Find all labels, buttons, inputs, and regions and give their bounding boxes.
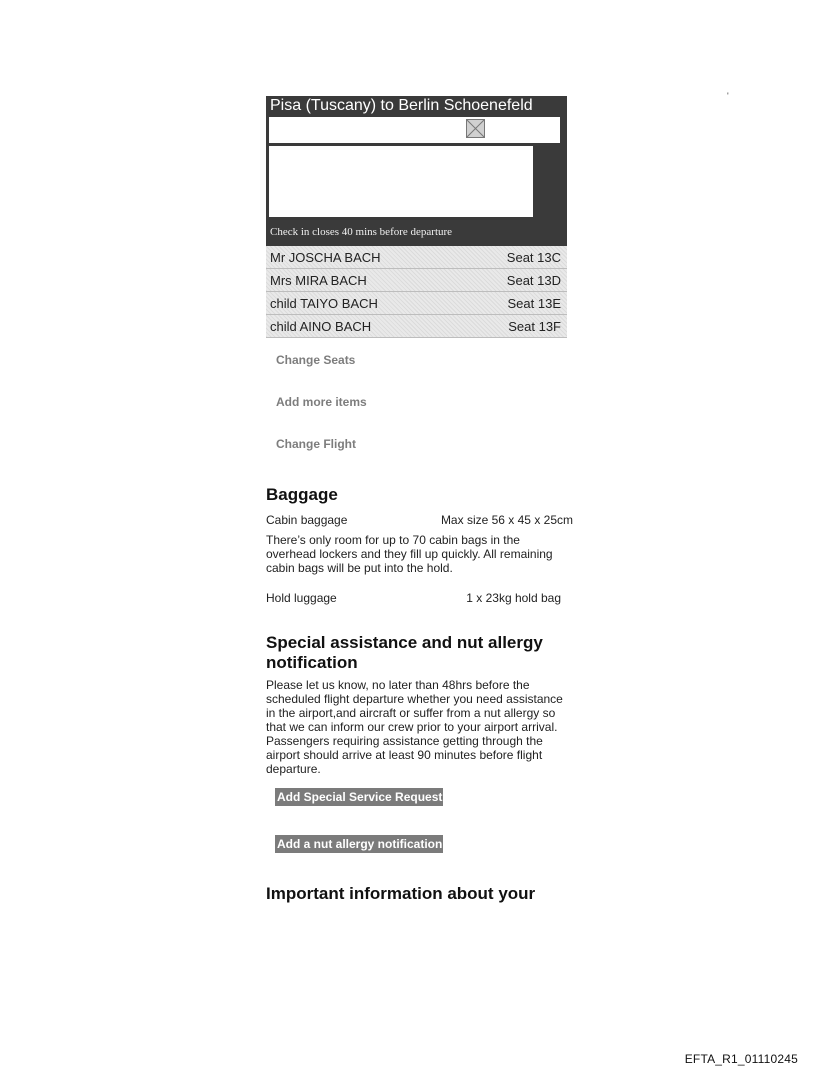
booking-column — [266, 96, 573, 904]
add-more-items-link[interactable]: Add more items — [276, 395, 367, 409]
important-info-heading: Important information about your — [266, 884, 536, 903]
flight-card — [266, 96, 567, 246]
hold-luggage-value: 1 x 23kg hold bag — [466, 591, 561, 605]
special-actions — [266, 788, 567, 806]
passenger-row — [266, 269, 567, 292]
passenger-row — [266, 315, 567, 338]
cabin-baggage-value: Max size 56 x 45 x 25cm — [440, 513, 573, 527]
hold-luggage-row — [266, 591, 567, 605]
add-nut-allergy-notification-button[interactable]: Add a nut allergy notification — [277, 837, 443, 851]
passenger-name: child TAIYO BACH — [270, 295, 378, 311]
special-assistance-text: Please let us know, no later than 48hrs before the scheduled flight departure whether you need assistance in the airport,and aircraft or suffer from a nut allergy so that we can inform our crew prior to your airport arrival. — [266, 678, 563, 734]
change-flight-link[interactable]: Change Flight — [276, 437, 356, 451]
booking-actions — [266, 353, 567, 451]
document-id: EFTA_R1_01110245 — [684, 1052, 798, 1066]
passenger-seat: Seat 13D — [506, 272, 561, 288]
nut-allergy-actions — [266, 835, 567, 853]
special-assistance-arrival-text: Passengers requiring assistance getting through the airport should arrive at least 90 minutes before flight departure. — [266, 734, 543, 776]
passenger-list — [266, 246, 567, 338]
flight-info-bar — [269, 117, 560, 143]
passenger-name: Mr JOSCHA BACH — [270, 249, 381, 265]
passenger-row — [266, 292, 567, 315]
passenger-name: child AINO BACH — [270, 318, 372, 334]
passenger-name: Mrs MIRA BACH — [270, 272, 367, 288]
cabin-baggage-label: Cabin baggage — [266, 513, 348, 527]
add-special-service-request-button[interactable]: Add Special Service Request — [277, 790, 443, 804]
cabin-baggage-row — [266, 513, 573, 527]
change-seats-link[interactable]: Change Seats — [276, 353, 356, 367]
checkin-note: Check in closes 40 mins before departure — [270, 226, 453, 238]
flight-details-panel — [269, 146, 533, 217]
passenger-seat: Seat 13F — [508, 318, 561, 334]
broken-image-icon — [466, 119, 485, 138]
cabin-baggage-note: There’s only room for up to 70 cabin bags in the overhead lockers and they fill up quickly. All remaining cabin bags will be put into the hold. — [266, 533, 553, 575]
stray-mark: ' — [727, 91, 729, 101]
special-assistance-heading: Special assistance and nut allergy notification — [266, 633, 543, 672]
baggage-heading: Baggage — [266, 485, 338, 504]
passenger-seat: Seat 13E — [507, 295, 561, 311]
hold-luggage-label: Hold luggage — [266, 591, 337, 605]
passenger-row — [266, 246, 567, 269]
flight-title: Pisa (Tuscany) to Berlin Schoenefeld — [270, 97, 533, 114]
passenger-seat: Seat 13C — [506, 249, 561, 265]
